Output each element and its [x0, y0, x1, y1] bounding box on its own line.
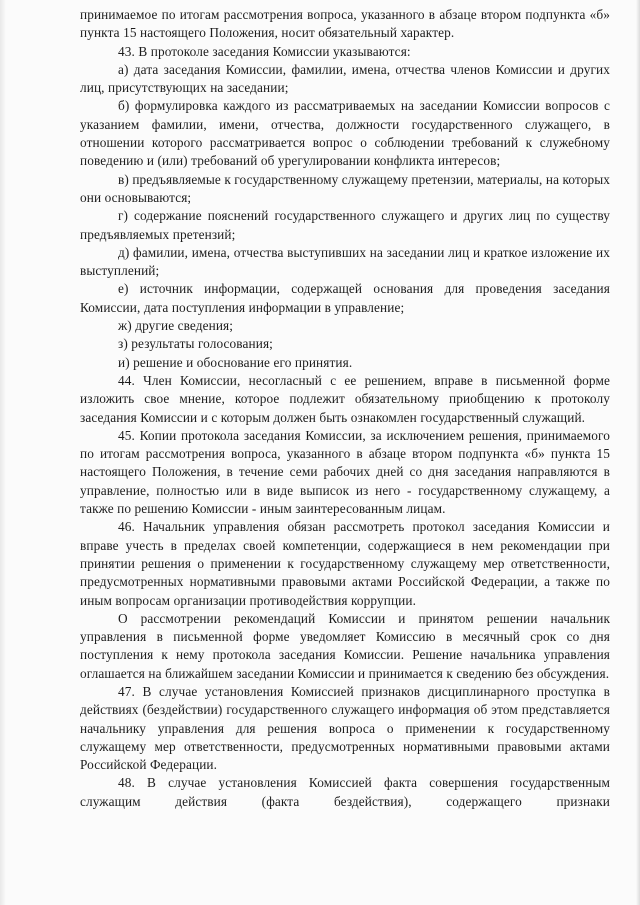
paragraph-43-zh: ж) другие сведения; — [118, 318, 234, 334]
paragraph-46: 46. Начальник управления обязан рассмотреть протокол заседания Комиссии и вправе учесть в пределах своей компетенции, содержащиеся в нем рекомендации при принятии решения о применении к государственному служащему мер ответственности, предусмотренных нормативными правовыми актами Российской Федерации, а также по иным вопросам организации противодействия коррупции. — [80, 519, 610, 608]
paragraph-45: 45. Копии протокола заседания Комиссии, за исключением решения, принимаемого по итогам рассмотрения вопроса, указанного в абзаце втором подпункта «б» пункта 15 настоящего Положения, в течение семи рабочих дней со дня заседания направляются в управление, полностью или в виде выписок из него - государственному служащему, а также по решению Комиссии - иным заинтересованным лицам. — [80, 427, 610, 517]
paragraph-44: 44. Член Комиссии, несогласный с ее решением, вправе в письменной форме изложить свое мнение, которое подлежит обязательному приобщению к протоколу заседания Комиссии и с которым должен быть ознакомлен государственный служащий. — [80, 372, 610, 425]
paragraph-43-i: и) решение и обоснование его принятия. — [118, 354, 353, 370]
paragraph-43-g: г) содержание пояснений государственного служащего и других лиц по существу предъявляемых претензий; — [80, 208, 610, 242]
paragraph-43-e: е) источник информации, содержащей основания для проведения заседания Комиссии, дата поступления информации в управление; — [80, 281, 610, 315]
paragraph-43-z: з) результаты голосования; — [118, 336, 273, 352]
paragraph-43-a: а) дата заседания Комиссии, фамилии, имена, отчества членов Комиссии и других лиц, присутствующих на заседании; — [80, 61, 610, 96]
paragraph-48: 48. В случае установления Комиссией факта совершения государственным служащим действия (факта бездействия), содержащего признаки — [80, 775, 610, 809]
scan-edge-left — [0, 0, 6, 905]
paragraph-continuation: принимаемое по итогам рассмотрения вопроса, указанного в абзаце втором подпункта «б» пункта 15 настоящего Положения, носит обязательный характер. — [80, 7, 610, 41]
scan-edge-right — [636, 0, 640, 905]
paragraph-43-v: в) предъявляемые к государственному служащему претензии, материалы, на которых они основываются; — [80, 171, 610, 205]
paragraph-43-b: б) формулировка каждого из рассматриваемых на заседании Комиссии вопросов с указанием фамилии, имени, отчества, должности государственного служащего, в отношении которого рассматривается вопрос о соблюдении требований к служебному поведению и (или) требований об урегулировании конфликта интересов; — [80, 98, 610, 169]
paragraph-46-continued: О рассмотрении рекомендаций Комиссии и принятом решении начальник управления в письменной форме уведомляет Комиссию в месячный срок со дня поступления к нему протокола заседания Комиссии. Решение начальника управления оглашается на ближайшем заседании Комиссии и принимается к сведению без обсуждения. — [80, 610, 610, 681]
paragraph-43: 43. В протоколе заседания Комиссии указываются: — [118, 43, 411, 59]
paragraph-43-d: д) фамилии, имена, отчества выступивших на заседании лиц и краткое изложение их выступлений; — [80, 244, 610, 279]
paragraph-47: 47. В случае установления Комиссией признаков дисциплинарного проступка в действиях (бездействии) государственного служащего информация об этом представляется начальнику управления для решения вопроса о применении к государственному служащему мер ответственности, предусмотренных нормативными правовыми актами Российской Федерации. — [80, 683, 610, 773]
